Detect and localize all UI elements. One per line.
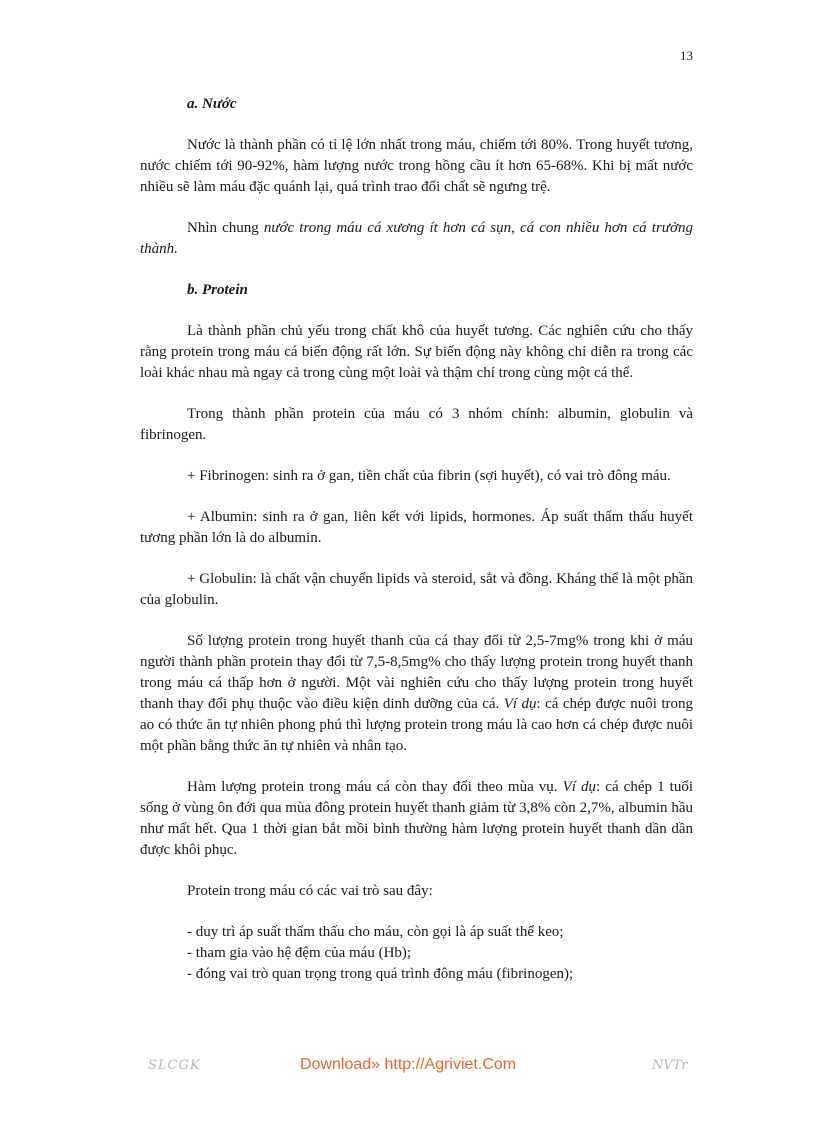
paragraph-text: Số lượng protein trong huyết thanh của cá thay đổi từ 2,5-7mg% trong khi ở máu người thành phần protein thay đổi từ 7,5-8,5mg% cho thấy lượng protein trong huyết thanh trong máu cá thấp hơn ở người. Một vài nghiên cứu cho thấy lượng protein trong huyết thanh thay đổi phụ thuộc vào điều kiện dinh dưỡng của cá.	[140, 633, 693, 712]
list-item: - đóng vai trò quan trọng trong quá trình đông máu (fibrinogen);	[187, 966, 574, 982]
paragraph	[140, 777, 693, 861]
download-link[interactable]: Download» http://Agriviet.Com	[300, 1056, 517, 1073]
paragraph: + Globulin: là chất vận chuyển lipids và steroid, sắt và đồng. Kháng thể là một phần của globulin.	[140, 571, 693, 608]
paragraph: + Albumin: sinh ra ở gan, liên kết với lipids, hormones. Áp suất thẩm thấu huyết tương phần lớn là do albumin.	[140, 509, 693, 546]
paragraph: Trong thành phần protein của máu có 3 nhóm chính: albumin, globulin và fibrinogen.	[140, 406, 693, 443]
paragraph-text: : cá chép 1 tuổi sống ở vùng ôn đới qua mùa đông protein huyết thanh giảm từ 3,8% còn 2,7%, albumin hầu như mất hết. Qua 1 thời gian bắt mồi bình thường hàm lượng protein huyết thanh dần dần được khôi phục.	[140, 779, 693, 858]
list-item: - tham gia vào hệ đệm của máu (Hb);	[187, 945, 412, 961]
paragraph: + Fibrinogen: sinh ra ở gan, tiền chất của fibrin (sợi huyết), có vai trò đông máu.	[187, 468, 671, 484]
page-content	[140, 94, 693, 985]
paragraph-emphasis: Ví dụ	[562, 779, 597, 795]
section-heading-protein: b. Protein	[187, 282, 248, 298]
footer-watermark-right: NVTr	[652, 1058, 688, 1073]
paragraph	[140, 218, 693, 260]
section-heading-water: a. Nước	[187, 96, 237, 112]
paragraph-emphasis: Ví dụ	[503, 696, 537, 712]
paragraph-text: : cá chép được nuôi trong ao có thức ăn tự nhiên phong phú thì lượng protein trong máu là cao hơn cá chép được nuôi một phần bằng thức ăn tự nhiên và nhân tạo.	[140, 696, 693, 754]
list-item: - duy trì áp suất thẩm thấu cho máu, còn gọi là áp suất thể keo;	[187, 924, 564, 940]
roles-list	[140, 922, 693, 985]
paragraph	[140, 631, 693, 757]
paragraph-text: Hàm lượng protein trong máu cá còn thay đổi theo mùa vụ.	[187, 779, 563, 795]
paragraph-emphasis: nước trong máu cá xương ít hơn cá sụn, cá con nhiều hơn cá trưởng thành.	[140, 220, 693, 257]
page-number: 13	[680, 48, 693, 63]
footer-watermark-left: SLCGK	[148, 1058, 201, 1073]
page-footer	[0, 1056, 816, 1080]
paragraph-lead: Nhìn chung	[187, 220, 264, 236]
paragraph: Là thành phần chủ yếu trong chất khô của huyết tương. Các nghiên cứu cho thấy rằng protein trong máu cá biến động rất lớn. Sự biến động này không chỉ diễn ra trong các loài khác nhau mà ngay cả trong cùng một loài và thậm chí trong cùng một cá thể.	[140, 323, 693, 381]
paragraph: Nước là thành phần có tỉ lệ lớn nhất trong máu, chiếm tới 80%. Trong huyết tương, nước chiếm tới 90-92%, hàm lượng nước trong hồng cầu ít hơn 65-68%. Khi bị mất nước nhiều sẽ làm máu đặc quánh lại, quá trình trao đổi chất sẽ ngưng trệ.	[140, 137, 693, 195]
paragraph: Protein trong máu có các vai trò sau đây:	[187, 883, 433, 899]
